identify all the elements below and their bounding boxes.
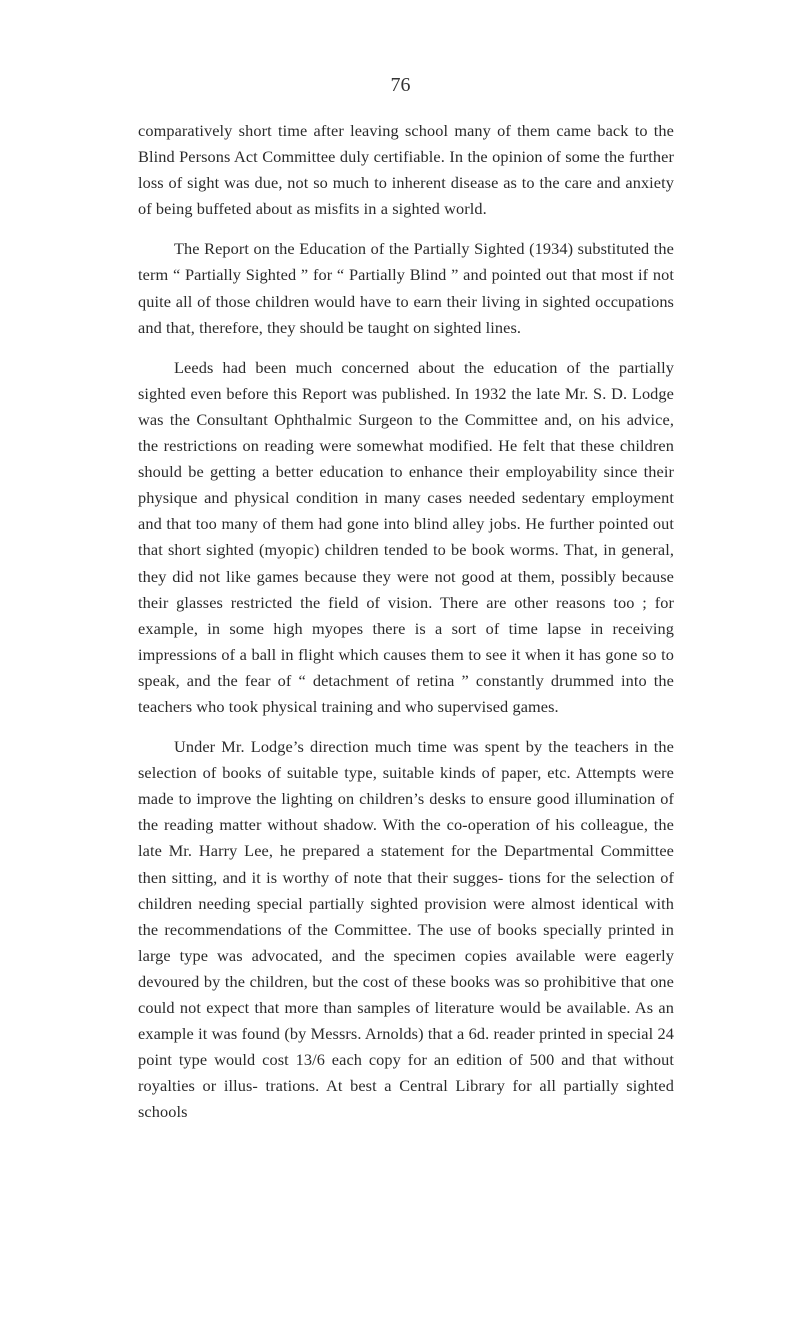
paragraph-lodge-direction: Under Mr. Lodge’s direction much time was spent by the teachers in the selection of books of suitable type, suitable kinds of paper, etc. Attempts were made to improve the lighting on children’s desks to ensure good illumination of the reading matter without shadow. With the co-operation of his colleague, the late Mr. Harry Lee, he prepared a statement for the Departmental Committee then sitting, and it is worthy of note that their sugges- tions for the selection of children needing special partially sighted provision were almost identical with the recommendations of the Committee. The use of books specially printed in large type was advocated, and the specimen copies available were eagerly devoured by the children, but the cost of these books was so prohibitive that one could not expect that more than samples of literature would be available. As an example it was found (by Messrs. Arnolds) that a 6d. reader printed in special 24 point type would cost 13/6 each copy for an edition of 500 and that without royalties or illus- trations. At best a Central Library for all partially sighted schools [138,737,674,1122]
paragraph-continuation: comparatively short time after leaving school many of them came back to the Blind Persons Act Committee duly certifiable. In the opinion of some the further loss of sight was due, not so much to inherent disease as to the care and anxiety of being buffeted about as misfits in a sighted world. [138,121,674,219]
page-number: 76 [390,74,411,96]
paragraph-report-partially-sighted: The Report on the Education of the Partially Sighted (1934) substituted the term “ Partially Sighted ” for “ Partially Blind ” and pointed out that most if not quite all of those children would have to earn their living in sighted occupations and that, therefore, they should be taught on sighted lines. [138,239,674,337]
body-text [138,118,674,1139]
paragraph-leeds-education: Leeds had been much concerned about the education of the partially sighted even before this Report was published. In 1932 the late Mr. S. D. Lodge was the Consultant Ophthalmic Surgeon to the Committee and, on his advice, the restrictions on reading were somewhat modified. He felt that these children should be getting a better education to enhance their employability since their physique and physical condition in many cases needed sedentary employment and that too many of them had gone into blind alley jobs. He further pointed out that short sighted (myopic) children tended to be book worms. That, in general, they did not like games because they were not good at them, possibly because their glasses restricted the field of vision. There are other reasons too ; for example, in some high myopes there is a sort of time lapse in receiving impressions of a ball in flight which causes them to see it when it has gone so to speak, and the fear of “ detachment of retina ” constantly drummed into the teachers who took physical training and who supervised games. [138,357,674,716]
